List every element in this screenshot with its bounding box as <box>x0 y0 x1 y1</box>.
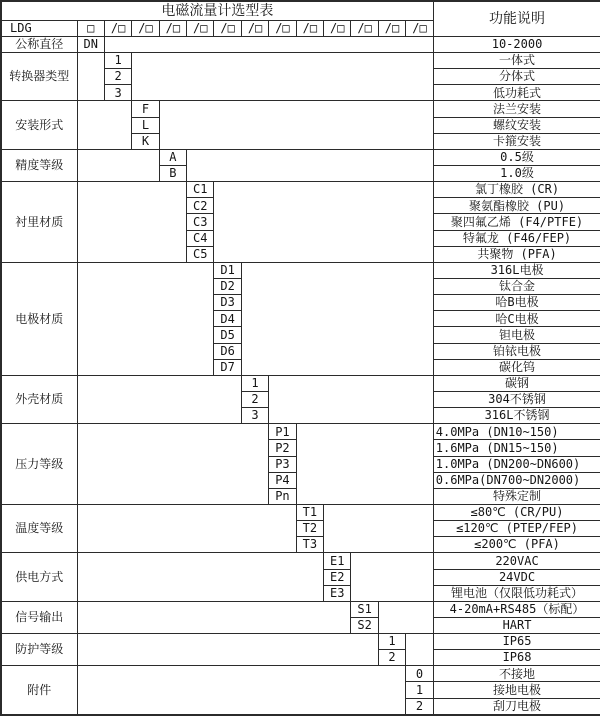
code-cell-temperature-grade-T1: T1 <box>296 504 323 520</box>
code-cell-pressure-grade-Pn: Pn <box>269 488 296 504</box>
desc-cell-accuracy-grade-B: 1.0级 <box>433 165 600 181</box>
group-label-power-supply: 供电方式 <box>1 553 77 601</box>
desc-cell-power-supply-E3: 锂电池（仅限低功耗式） <box>433 585 600 601</box>
row-lining-material-C1 <box>1 182 600 198</box>
spacer-left-installation-type <box>77 101 132 149</box>
model-prefix-cell: LDG <box>1 20 77 36</box>
code-cell-accessories-1: 1 <box>406 682 434 698</box>
row-protection-grade-1 <box>1 634 600 650</box>
desc-cell-housing-material-2: 304不锈钢 <box>433 391 600 407</box>
code-cell-converter-type-1: 1 <box>104 53 131 69</box>
desc-cell-installation-type-K: 卡箍安装 <box>433 133 600 149</box>
desc-cell-electrode-material-D4: 哈C电极 <box>433 311 600 327</box>
desc-cell-electrode-material-D6: 铂铱电极 <box>433 343 600 359</box>
desc-cell-pressure-grade-P3: 1.0MPa (DN200~DN600) <box>433 456 600 472</box>
selection-table-body <box>1 1 600 715</box>
code-cell-signal-output-S2: S2 <box>351 617 378 633</box>
spacer-left-accuracy-grade <box>77 149 159 181</box>
row-electrode-material-D1 <box>1 262 600 278</box>
desc-cell-signal-output-S1: 4-20mA+RS485（标配） <box>433 601 600 617</box>
code-cell-installation-type-F: F <box>132 101 159 117</box>
group-label-installation-type: 安装形式 <box>1 101 77 149</box>
spacer-right-pressure-grade <box>296 424 433 505</box>
desc-cell-pressure-grade-P4: 0.6MPa(DN700~DN2000) <box>433 472 600 488</box>
desc-cell-converter-type-1: 一体式 <box>433 53 600 69</box>
desc-cell-temperature-grade-T3: ≤200℃ (PFA) <box>433 537 600 553</box>
row-power-supply-E1 <box>1 553 600 569</box>
group-label-signal-output: 信号输出 <box>1 601 77 633</box>
model-code-box: /□ <box>324 20 351 36</box>
desc-cell-installation-type-F: 法兰安装 <box>433 101 600 117</box>
row-accuracy-grade-A <box>1 149 600 165</box>
model-code-box: /□ <box>159 20 186 36</box>
desc-cell-electrode-material-D2: 钛合金 <box>433 278 600 294</box>
code-cell-temperature-grade-T3: T3 <box>296 537 323 553</box>
spacer-left-protection-grade <box>77 634 378 666</box>
code-cell-electrode-material-D4: D4 <box>214 311 241 327</box>
desc-cell-protection-grade-2: IP68 <box>433 650 600 666</box>
desc-cell-signal-output-S2: HART <box>433 617 600 633</box>
code-cell-power-supply-E1: E1 <box>324 553 351 569</box>
code-cell-lining-material-C3: C3 <box>187 214 214 230</box>
code-cell-pressure-grade-P1: P1 <box>269 424 296 440</box>
code-cell-temperature-grade-T2: T2 <box>296 521 323 537</box>
group-label-lining-material: 衬里材质 <box>1 182 77 263</box>
code-cell-power-supply-E2: E2 <box>324 569 351 585</box>
spacer-left-housing-material <box>77 375 241 423</box>
code-cell-installation-type-K: K <box>132 133 159 149</box>
desc-cell-accessories-2: 刮刀电极 <box>433 698 600 715</box>
code-cell-pressure-grade-P2: P2 <box>269 440 296 456</box>
code-cell-signal-output-S1: S1 <box>351 601 378 617</box>
desc-cell-housing-material-1: 碳钢 <box>433 375 600 391</box>
code-cell-accessories-2: 2 <box>406 698 434 715</box>
spacer-left-temperature-grade <box>77 504 296 552</box>
code-cell-pressure-grade-P4: P4 <box>269 472 296 488</box>
code-cell-converter-type-2: 2 <box>104 69 131 85</box>
row-nominal-diameter-DN <box>1 36 600 52</box>
model-code-box: /□ <box>296 20 323 36</box>
code-cell-power-supply-E3: E3 <box>324 585 351 601</box>
spacer-right-installation-type <box>159 101 433 149</box>
code-cell-pressure-grade-P3: P3 <box>269 456 296 472</box>
code-cell-electrode-material-D6: D6 <box>214 343 241 359</box>
model-code-box: /□ <box>378 20 405 36</box>
desc-cell-temperature-grade-T1: ≤80℃ (CR/PU) <box>433 504 600 520</box>
spacer-left-electrode-material <box>77 262 214 375</box>
code-cell-accessories-0: 0 <box>406 666 434 682</box>
spacer-right-accuracy-grade <box>187 149 434 181</box>
code-cell-electrode-material-D1: D1 <box>214 262 241 278</box>
desc-cell-pressure-grade-P2: 1.6MPa (DN15~150) <box>433 440 600 456</box>
desc-cell-protection-grade-1: IP65 <box>433 634 600 650</box>
code-cell-converter-type-3: 3 <box>104 85 131 101</box>
desc-cell-housing-material-3: 316L不锈钢 <box>433 408 600 424</box>
group-label-housing-material: 外壳材质 <box>1 375 77 423</box>
desc-cell-power-supply-E2: 24VDC <box>433 569 600 585</box>
code-cell-lining-material-C1: C1 <box>187 182 214 198</box>
spacer-left-lining-material <box>77 182 187 263</box>
spacer-left-signal-output <box>77 601 351 633</box>
group-label-pressure-grade: 压力等级 <box>1 424 77 505</box>
group-label-temperature-grade: 温度等级 <box>1 504 77 552</box>
code-cell-electrode-material-D5: D5 <box>214 327 241 343</box>
spacer-right-lining-material <box>214 182 433 263</box>
group-label-converter-type: 转换器类型 <box>1 53 77 101</box>
code-cell-protection-grade-1: 1 <box>378 634 405 650</box>
code-cell-housing-material-3: 3 <box>241 408 268 424</box>
model-code-box: /□ <box>241 20 268 36</box>
spacer-right-nominal-diameter <box>104 36 433 52</box>
desc-cell-pressure-grade-P1: 4.0MPa (DN10~150) <box>433 424 600 440</box>
spacer-left-accessories <box>77 666 406 715</box>
desc-cell-lining-material-C3: 聚四氟乙烯 (F4/PTFE) <box>433 214 600 230</box>
desc-cell-electrode-material-D3: 哈B电极 <box>433 295 600 311</box>
spacer-right-electrode-material <box>241 262 433 375</box>
model-code-box: /□ <box>406 20 434 36</box>
code-cell-housing-material-1: 1 <box>241 375 268 391</box>
code-cell-lining-material-C5: C5 <box>187 246 214 262</box>
desc-cell-lining-material-C1: 氯丁橡胶 (CR) <box>433 182 600 198</box>
code-cell-accuracy-grade-B: B <box>159 165 186 181</box>
spacer-right-signal-output <box>378 601 433 633</box>
code-cell-protection-grade-2: 2 <box>378 650 405 666</box>
code-cell-electrode-material-D2: D2 <box>214 278 241 294</box>
row-installation-type-F <box>1 101 600 117</box>
model-code-box: /□ <box>132 20 159 36</box>
code-cell-electrode-material-D7: D7 <box>214 359 241 375</box>
spacer-right-power-supply <box>351 553 433 601</box>
model-code-box: /□ <box>187 20 214 36</box>
desc-cell-lining-material-C2: 聚氨酯橡胶 (PU) <box>433 198 600 214</box>
desc-cell-accessories-1: 接地电极 <box>433 682 600 698</box>
desc-cell-power-supply-E1: 220VAC <box>433 553 600 569</box>
model-code-box: /□ <box>104 20 131 36</box>
spacer-right-temperature-grade <box>324 504 434 552</box>
function-column-header: 功能说明 <box>433 1 600 36</box>
spacer-right-protection-grade <box>406 634 434 666</box>
table-title: 电磁流量计选型表 <box>1 1 433 20</box>
model-code-box: /□ <box>351 20 378 36</box>
desc-cell-electrode-material-D5: 钽电极 <box>433 327 600 343</box>
desc-cell-pressure-grade-Pn: 特殊定制 <box>433 488 600 504</box>
code-cell-lining-material-C2: C2 <box>187 198 214 214</box>
title-row <box>1 1 600 20</box>
desc-cell-temperature-grade-T2: ≤120℃ (PTEP/FEP) <box>433 521 600 537</box>
model-code-box: /□ <box>269 20 296 36</box>
row-housing-material-1 <box>1 375 600 391</box>
code-cell-nominal-diameter-DN: DN <box>77 36 104 52</box>
group-label-protection-grade: 防护等级 <box>1 634 77 666</box>
desc-cell-electrode-material-D1: 316L电极 <box>433 262 600 278</box>
desc-cell-lining-material-C5: 共聚物 (PFA) <box>433 246 600 262</box>
spacer-right-housing-material <box>269 375 434 423</box>
spacer-left-converter-type <box>77 53 104 101</box>
desc-cell-nominal-diameter-DN: 10-2000 <box>433 36 600 52</box>
code-cell-lining-material-C4: C4 <box>187 230 214 246</box>
code-cell-accuracy-grade-A: A <box>159 149 186 165</box>
spacer-left-power-supply <box>77 553 324 601</box>
row-converter-type-1 <box>1 53 600 69</box>
code-cell-electrode-material-D3: D3 <box>214 295 241 311</box>
group-label-accuracy-grade: 精度等级 <box>1 149 77 181</box>
desc-cell-electrode-material-D7: 碳化钨 <box>433 359 600 375</box>
group-label-accessories: 附件 <box>1 666 77 715</box>
code-cell-housing-material-2: 2 <box>241 391 268 407</box>
group-label-nominal-diameter: 公称直径 <box>1 36 77 52</box>
code-cell-installation-type-L: L <box>132 117 159 133</box>
model-code-box-first: □ <box>77 20 104 36</box>
desc-cell-installation-type-L: 螺纹安装 <box>433 117 600 133</box>
spacer-left-pressure-grade <box>77 424 269 505</box>
row-signal-output-S1 <box>1 601 600 617</box>
desc-cell-accessories-0: 不接地 <box>433 666 600 682</box>
desc-cell-lining-material-C4: 特氟龙 (F46/FEP) <box>433 230 600 246</box>
desc-cell-converter-type-3: 低功耗式 <box>433 85 600 101</box>
desc-cell-accuracy-grade-A: 0.5级 <box>433 149 600 165</box>
desc-cell-converter-type-2: 分体式 <box>433 69 600 85</box>
group-label-electrode-material: 电极材质 <box>1 262 77 375</box>
model-code-box: /□ <box>214 20 241 36</box>
row-accessories-0 <box>1 666 600 682</box>
spacer-right-converter-type <box>132 53 433 101</box>
row-pressure-grade-P1 <box>1 424 600 440</box>
row-temperature-grade-T1 <box>1 504 600 520</box>
